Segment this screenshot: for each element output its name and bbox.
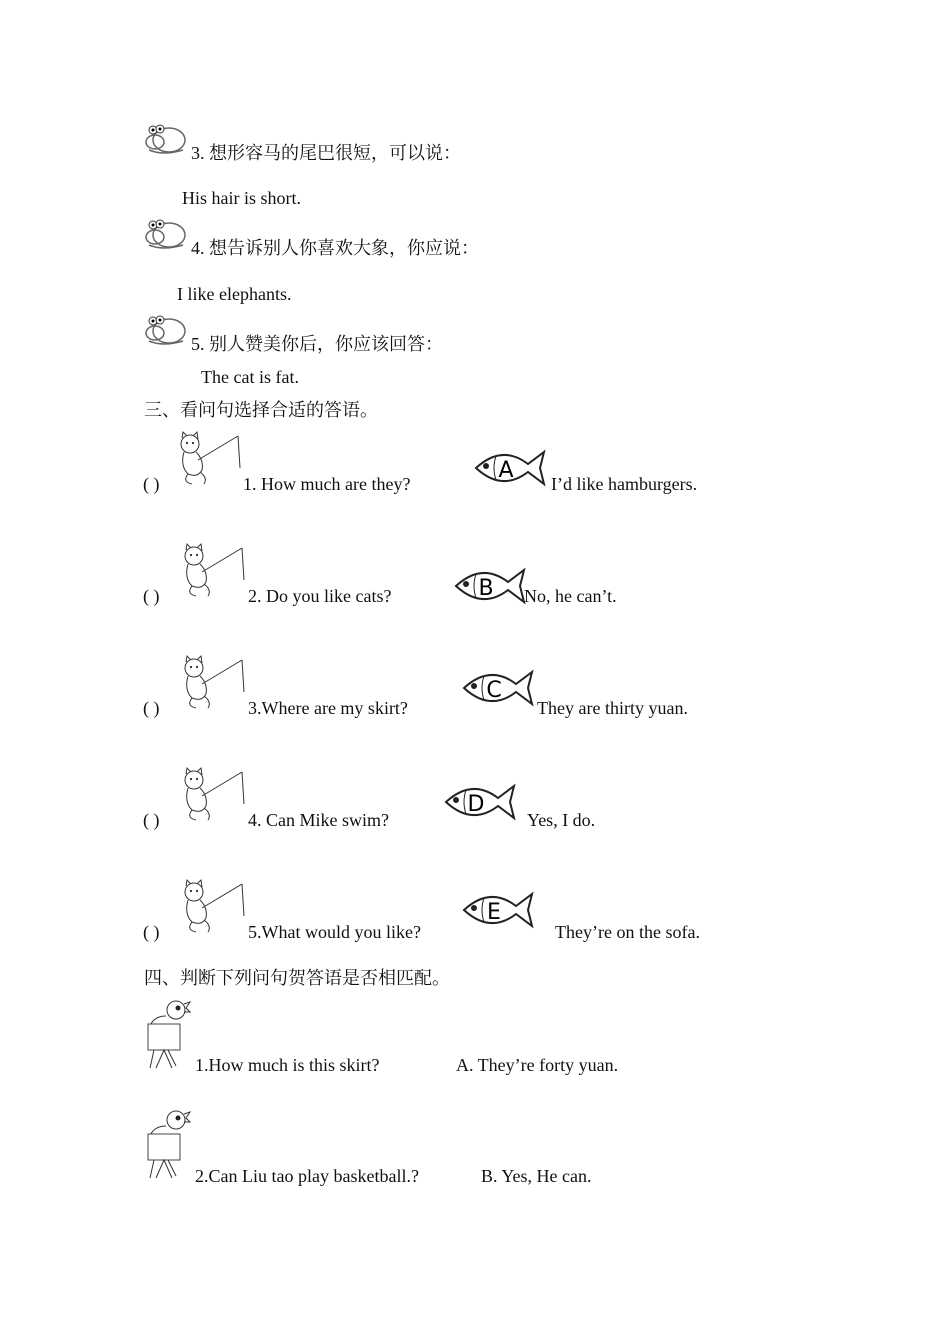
fishing-cat-icon — [178, 878, 250, 938]
fish-letter: C — [486, 678, 502, 703]
s3-answer: They’re on the sofa. — [555, 922, 700, 942]
fish-letter: B — [478, 576, 494, 601]
answer-blank[interactable]: ( ) — [143, 810, 160, 830]
fishing-cat-icon — [178, 766, 250, 826]
section-3-heading: 三、看问句选择合适的答语。 — [144, 400, 378, 420]
fish-icon — [472, 444, 548, 494]
answer-blank[interactable]: ( ) — [143, 586, 160, 606]
fish-icon — [452, 562, 528, 612]
snail-icon — [143, 219, 189, 255]
s3-answer: No, he can’t. — [524, 586, 617, 606]
section-4-heading: 四、判断下列问句贺答语是否相匹配。 — [144, 968, 450, 988]
fish-letter: D — [467, 792, 485, 817]
s3-answer: I’d like hamburgers. — [551, 474, 698, 494]
answer-4: I like elephants. — [177, 284, 292, 304]
s3-answer: Yes, I do. — [527, 810, 596, 830]
answer-blank[interactable]: ( ) — [143, 922, 160, 942]
fishing-cat-icon — [178, 654, 250, 714]
s3-question: 4. Can Mike swim? — [248, 810, 389, 830]
answer-5: The cat is fat. — [201, 367, 299, 387]
s3-question: 2. Do you like cats? — [248, 586, 392, 606]
s3-answer: They are thirty yuan. — [537, 698, 688, 718]
snail-icon — [143, 124, 189, 160]
s3-question: 3.Where are my skirt? — [248, 698, 408, 718]
fish-icon — [442, 778, 518, 828]
answer-blank[interactable]: ( ) — [143, 474, 160, 494]
fish-letter: E — [487, 900, 501, 925]
s4-answer-2: B. Yes, He can. — [481, 1166, 592, 1186]
fish-letter: A — [498, 458, 514, 483]
s4-question-2: 2.Can Liu tao play basketball.? — [195, 1166, 419, 1186]
s3-question: 1. How much are they? — [243, 474, 411, 494]
fishing-cat-icon — [178, 542, 250, 602]
prompt-3: 3. 想形容马的尾巴很短，可以说： — [191, 143, 461, 163]
chick-icon — [146, 1108, 192, 1182]
answer-blank[interactable]: ( ) — [143, 698, 160, 718]
s3-question: 5.What would you like? — [248, 922, 421, 942]
fish-icon — [460, 664, 536, 714]
s4-answer-1: A. They’re forty yuan. — [456, 1055, 619, 1075]
snail-icon — [143, 315, 189, 351]
prompt-4: 4. 想告诉别人你喜欢大象，你应说： — [191, 238, 479, 258]
chick-icon — [146, 998, 192, 1072]
prompt-5: 5. 别人赞美你后，你应该回答： — [191, 334, 443, 354]
s4-question-1: 1.How much is this skirt? — [195, 1055, 380, 1075]
fishing-cat-icon — [174, 430, 246, 490]
answer-3: His hair is short. — [182, 188, 301, 208]
fish-icon — [460, 886, 536, 936]
